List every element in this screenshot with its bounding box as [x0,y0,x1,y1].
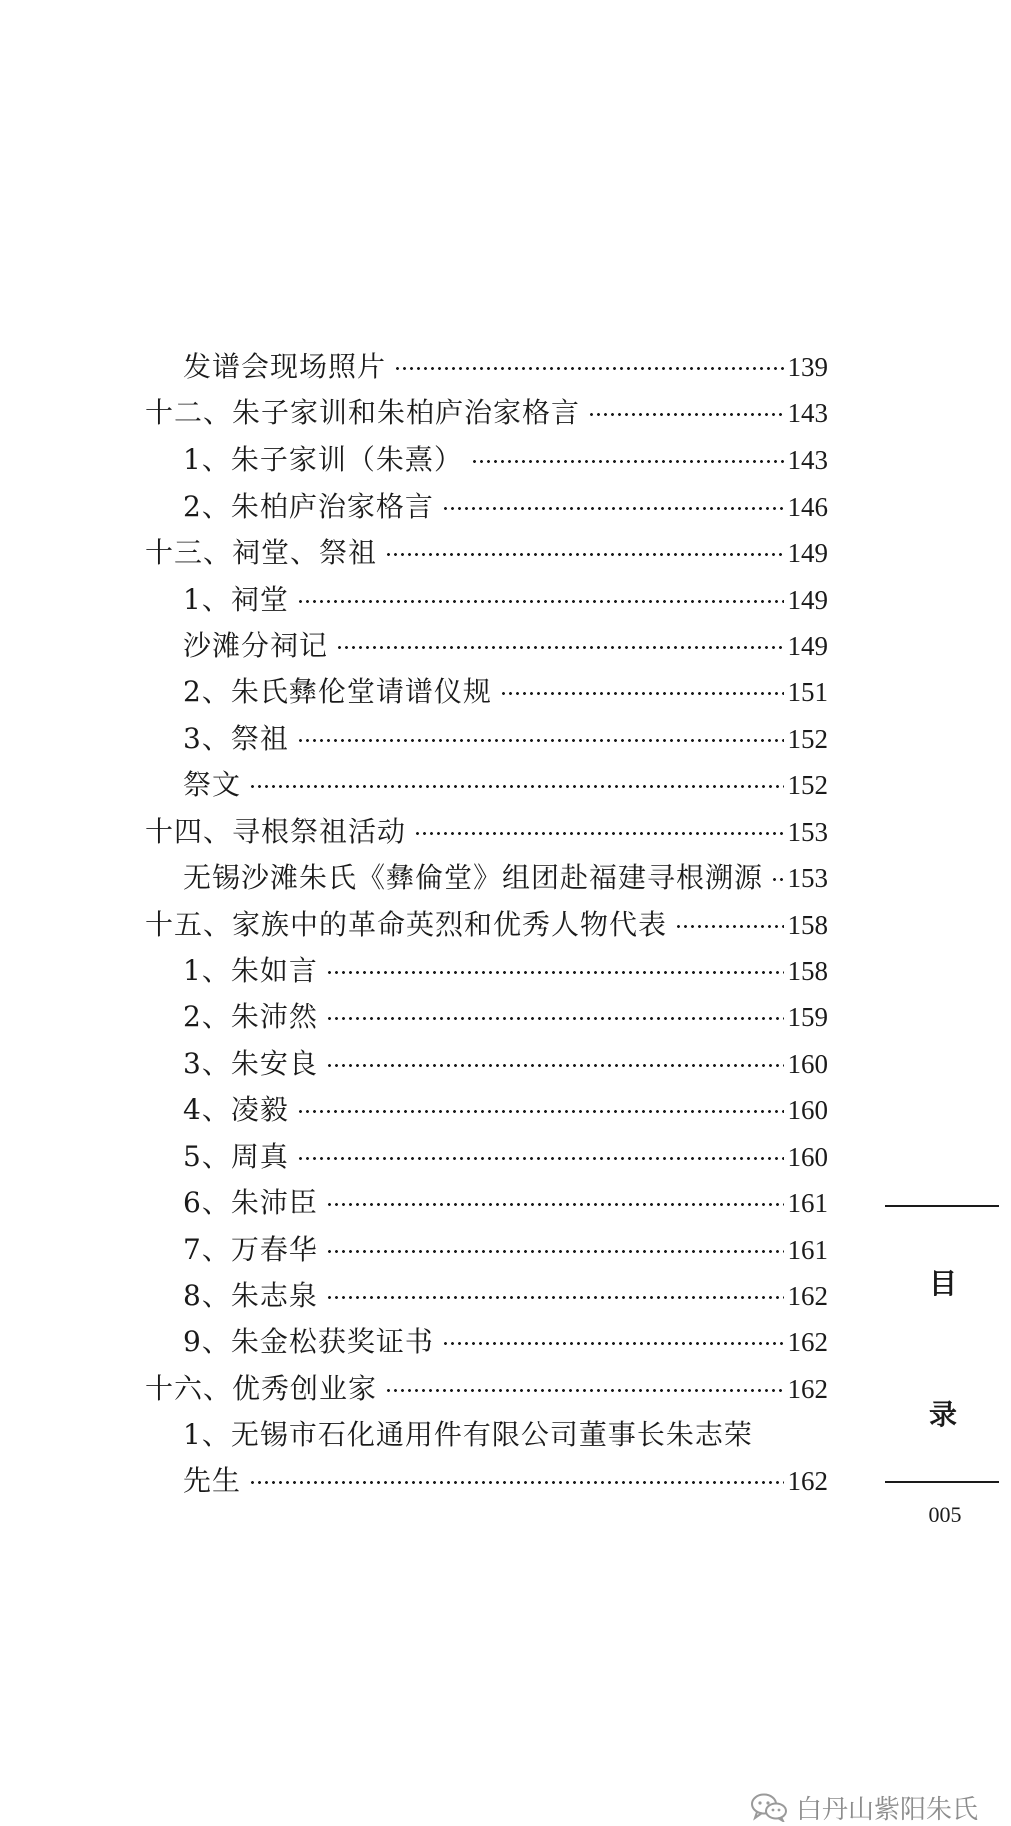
side-heading-char-2: 录 [928,1398,957,1431]
dot-leader [500,692,784,695]
dot-leader [326,971,784,974]
toc-entry-title: 祭文 [183,768,242,801]
toc-entry-title: 3、朱安良 [183,1047,318,1080]
toc-entry-title: 3、祭祖 [183,722,289,755]
side-rule-bottom [885,1481,999,1483]
toc-entry [183,717,828,757]
toc-entry [183,578,828,618]
toc-entry [183,995,828,1035]
toc-entry-title: 2、朱沛然 [183,1000,318,1033]
toc-entry [145,531,828,571]
toc-entry-page: 160 [787,1049,828,1079]
toc-entry [183,1459,828,1499]
toc-entry-page: 139 [787,352,828,382]
toc-entry-page: 153 [787,863,828,893]
toc-entry-title: 十四、寻根祭祖活动 [145,815,407,848]
toc-entry [183,624,828,664]
wechat-icon [750,1792,788,1822]
toc-entry [183,670,828,710]
dot-leader [442,507,784,510]
toc-entry-page: 161 [787,1235,828,1265]
dot-leader [297,600,784,603]
toc-entry [183,1181,828,1221]
toc-entry-title: 1、朱子家训（朱熹） [183,443,463,476]
toc-entry-page: 162 [787,1281,828,1311]
toc-entry [183,949,828,989]
toc-entry-title: 1、朱如言 [183,954,318,987]
toc-entry-page: 158 [787,956,828,986]
toc-entry-title: 先生 [183,1464,242,1497]
toc-entry-page: 146 [787,492,828,522]
toc-entry [183,345,828,385]
toc-entry-title: 发谱会现场照片 [183,350,387,383]
toc-entry [145,391,828,431]
toc-entry-title: 2、朱柏庐治家格言 [183,490,434,523]
toc-entry-title: 沙滩分祠记 [183,629,329,662]
toc-entry [145,810,828,850]
dot-leader [249,1481,783,1484]
page-number: 005 [928,1502,962,1527]
dot-leader [414,832,783,835]
toc-entry [145,903,828,943]
toc-entry-title: 十二、朱子家训和朱柏庐治家格言 [145,396,581,429]
watermark-text: 白丹山紫阳朱氏 [796,1793,979,1824]
toc-entry-page: 152 [787,724,828,754]
toc-entry-page: 162 [787,1466,828,1496]
toc-entry-title: 十三、祠堂、祭祖 [145,536,378,569]
toc-entry-page: 162 [787,1374,828,1404]
toc-entry-page: 152 [787,770,828,800]
dot-leader [297,1110,784,1113]
dot-leader [249,785,783,788]
dot-leader [326,1296,784,1299]
toc-entry-page: 151 [787,677,828,707]
toc-entry-title: 无锡沙滩朱氏《彝倫堂》组团赴福建寻根溯源 [183,861,764,894]
toc-entry-page: 149 [787,631,828,661]
toc-entry-title: 6、朱沛臣 [183,1186,318,1219]
dot-leader [442,1342,784,1345]
dot-leader [326,1250,784,1253]
dot-leader [385,1389,783,1392]
toc-entry-title: 5、周真 [183,1140,289,1173]
dot-leader [326,1203,784,1206]
toc-entry-title: 4、凌毅 [183,1093,289,1126]
dot-leader [394,367,783,370]
toc-entry [183,856,828,896]
toc-entry-page: 158 [787,910,828,940]
dot-leader [771,878,783,881]
dot-leader [336,646,783,649]
dot-leader [471,460,784,463]
toc-entry-title: 1、祠堂 [183,583,289,616]
toc-entry [183,1274,828,1314]
toc-entry-page: 160 [787,1142,828,1172]
toc-entry-page: 153 [787,817,828,847]
toc-entry-title: 十六、优秀创业家 [145,1372,378,1405]
toc-entry-page: 149 [787,538,828,568]
toc-entry [183,763,828,803]
toc-entry-page: 149 [787,585,828,615]
dot-leader [385,553,783,556]
toc-entry [145,1367,828,1407]
dot-leader [588,413,783,416]
toc-entry-page: 143 [787,398,828,428]
toc-entry [183,1135,828,1175]
toc-entry-page: 162 [787,1327,828,1357]
side-rule-top [885,1205,999,1207]
toc-entry [183,1320,828,1360]
toc-entry [183,1228,828,1268]
toc-entry-page: 143 [787,445,828,475]
dot-leader [675,925,783,928]
watermark [750,1790,978,1824]
toc-entry-title: 1、无锡市石化通用件有限公司董事长朱志荣 [183,1418,753,1451]
side-heading-char-1: 目 [928,1267,957,1300]
toc-entry-title: 8、朱志泉 [183,1279,318,1312]
toc-entry [183,438,828,478]
toc-entry-page: 159 [787,1002,828,1032]
toc-entry-title: 十五、家族中的革命英烈和优秀人物代表 [145,908,668,941]
toc-entry-title: 7、万春华 [183,1233,318,1266]
toc-entry [183,485,828,525]
dot-leader [297,1157,784,1160]
toc-entry [183,1042,828,1082]
dot-leader [326,1064,784,1067]
toc-entry-page: 161 [787,1188,828,1218]
dot-leader [297,739,784,742]
toc-entry-title: 9、朱金松获奖证书 [183,1325,434,1358]
toc-entry-title: 2、朱氏彝伦堂请谱仪规 [183,675,492,708]
toc-entry [183,1088,828,1128]
toc-entry-page: 160 [787,1095,828,1125]
dot-leader [326,1017,784,1020]
